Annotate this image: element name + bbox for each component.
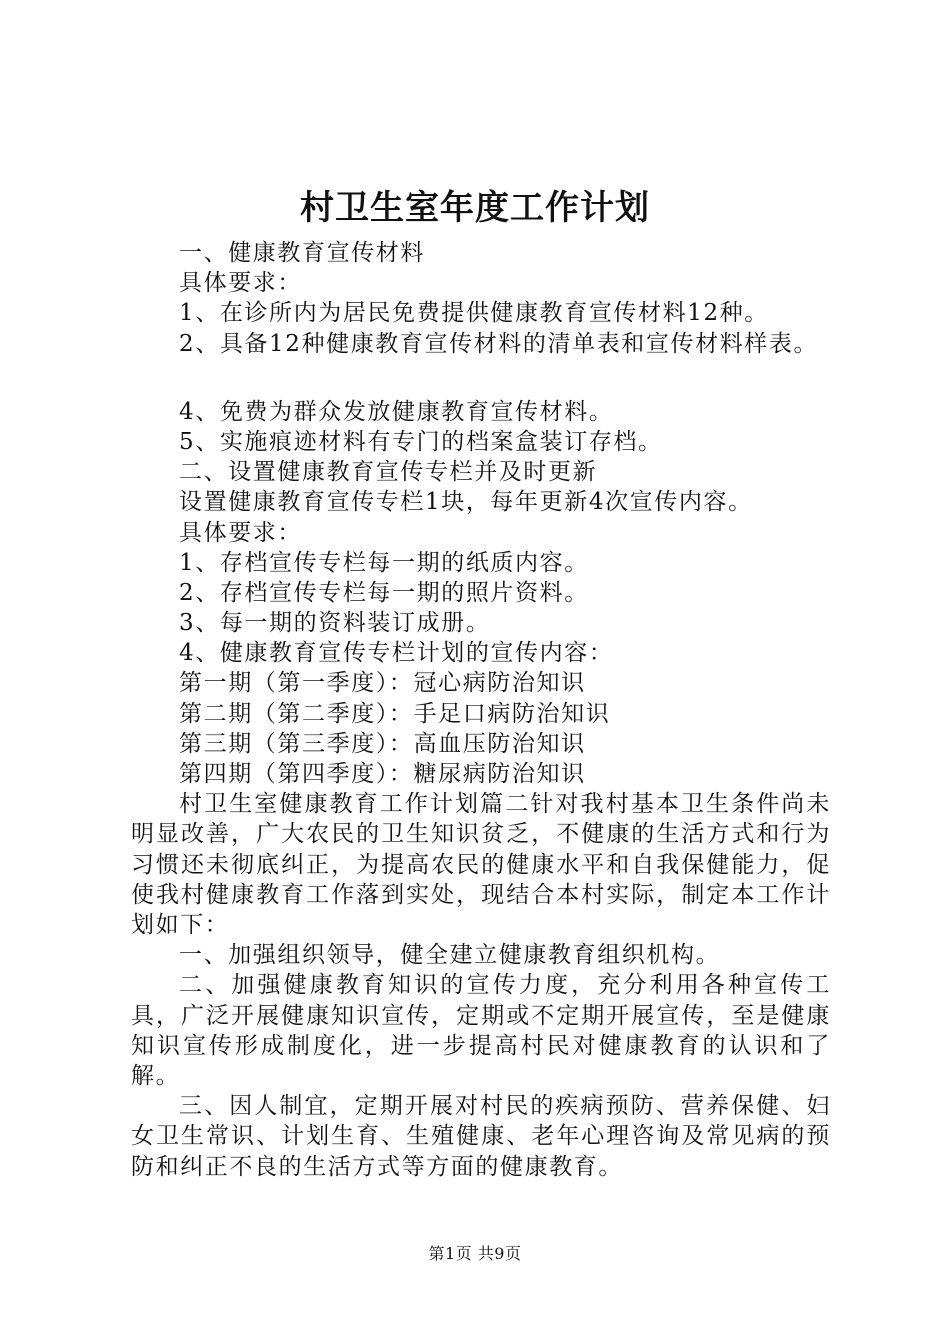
- text-line: 第四期（第四季度）：糖尿病防治知识: [179, 761, 586, 787]
- text-line: 1、存档宣传专栏每一期的纸质内容。: [179, 549, 589, 576]
- text-line: 具体要求：: [179, 519, 302, 546]
- text-line: 4、健康教育宣传专栏计划的宣传内容：: [179, 640, 614, 667]
- text-line: 第一期（第一季度）：冠心病防治知识: [179, 670, 586, 697]
- body-paragraph: 三、因人制宜，定期开展对村民的疾病预防、营养保健、妇女卫生常识、计划生育、生殖健康、老年心理咨询及常见病的预防和纠正不良的生活方式等方面的健康教育。: [131, 1093, 831, 1180]
- text-line: 第二期（第二季度）：手足口病防治知识: [179, 700, 611, 727]
- text-line: 一、健康教育宣传材料: [179, 240, 425, 266]
- text-line: 设置健康教育宣传专栏1块，每年更新4次宣传内容。: [179, 489, 753, 516]
- text-line: 3、每一期的资料装订成册。: [179, 610, 491, 637]
- blank-line: [131, 359, 831, 397]
- text-line: 1、在诊所内为居民免费提供健康教育宣传材料12种。: [179, 300, 769, 327]
- document-body: [131, 238, 831, 1182]
- text-line: 4、免费为群众发放健康教育宣传材料。: [179, 398, 614, 425]
- text-line: 第三期（第三季度）：高血压防治知识: [179, 730, 586, 757]
- body-paragraph: 村卫生室健康教育工作计划篇二针对我村基本卫生条件尚未明显改善，广大农民的卫生知识贫乏，不健康的生活方式和行为习惯还未彻底纠正，为提高农民的健康水平和自我保健能力，促使我村健康教育工作落到实处，现结合本村实际，制定本工作计划如下：: [131, 791, 831, 938]
- body-paragraph: 二、加强健康教育知识的宣传力度，充分利用各种宣传工具，广泛开展健康知识宣传，定期或不定期开展宣传，至是健康知识宣传形成制度化，进一步提高村民对健康教育的认识和了解。: [131, 972, 831, 1090]
- page-footer: 第1页 共9页: [428, 1244, 522, 1263]
- text-line: 具体要求：: [179, 270, 302, 297]
- document-title: 村卫生室年度工作计划: [300, 188, 650, 228]
- text-line: 2、具备12种健康教育宣传材料的清单表和宣传材料样表。: [179, 330, 819, 357]
- body-paragraph: 一、加强组织领导，健全建立健康教育组织机构。: [179, 942, 721, 969]
- text-line: 二、设置健康教育宣传专栏并及时更新: [179, 459, 598, 486]
- text-line: 5、实施痕迹材料有专门的档案盒装订存档。: [179, 428, 663, 455]
- text-line: 2、存档宣传专栏每一期的照片资料。: [179, 579, 589, 606]
